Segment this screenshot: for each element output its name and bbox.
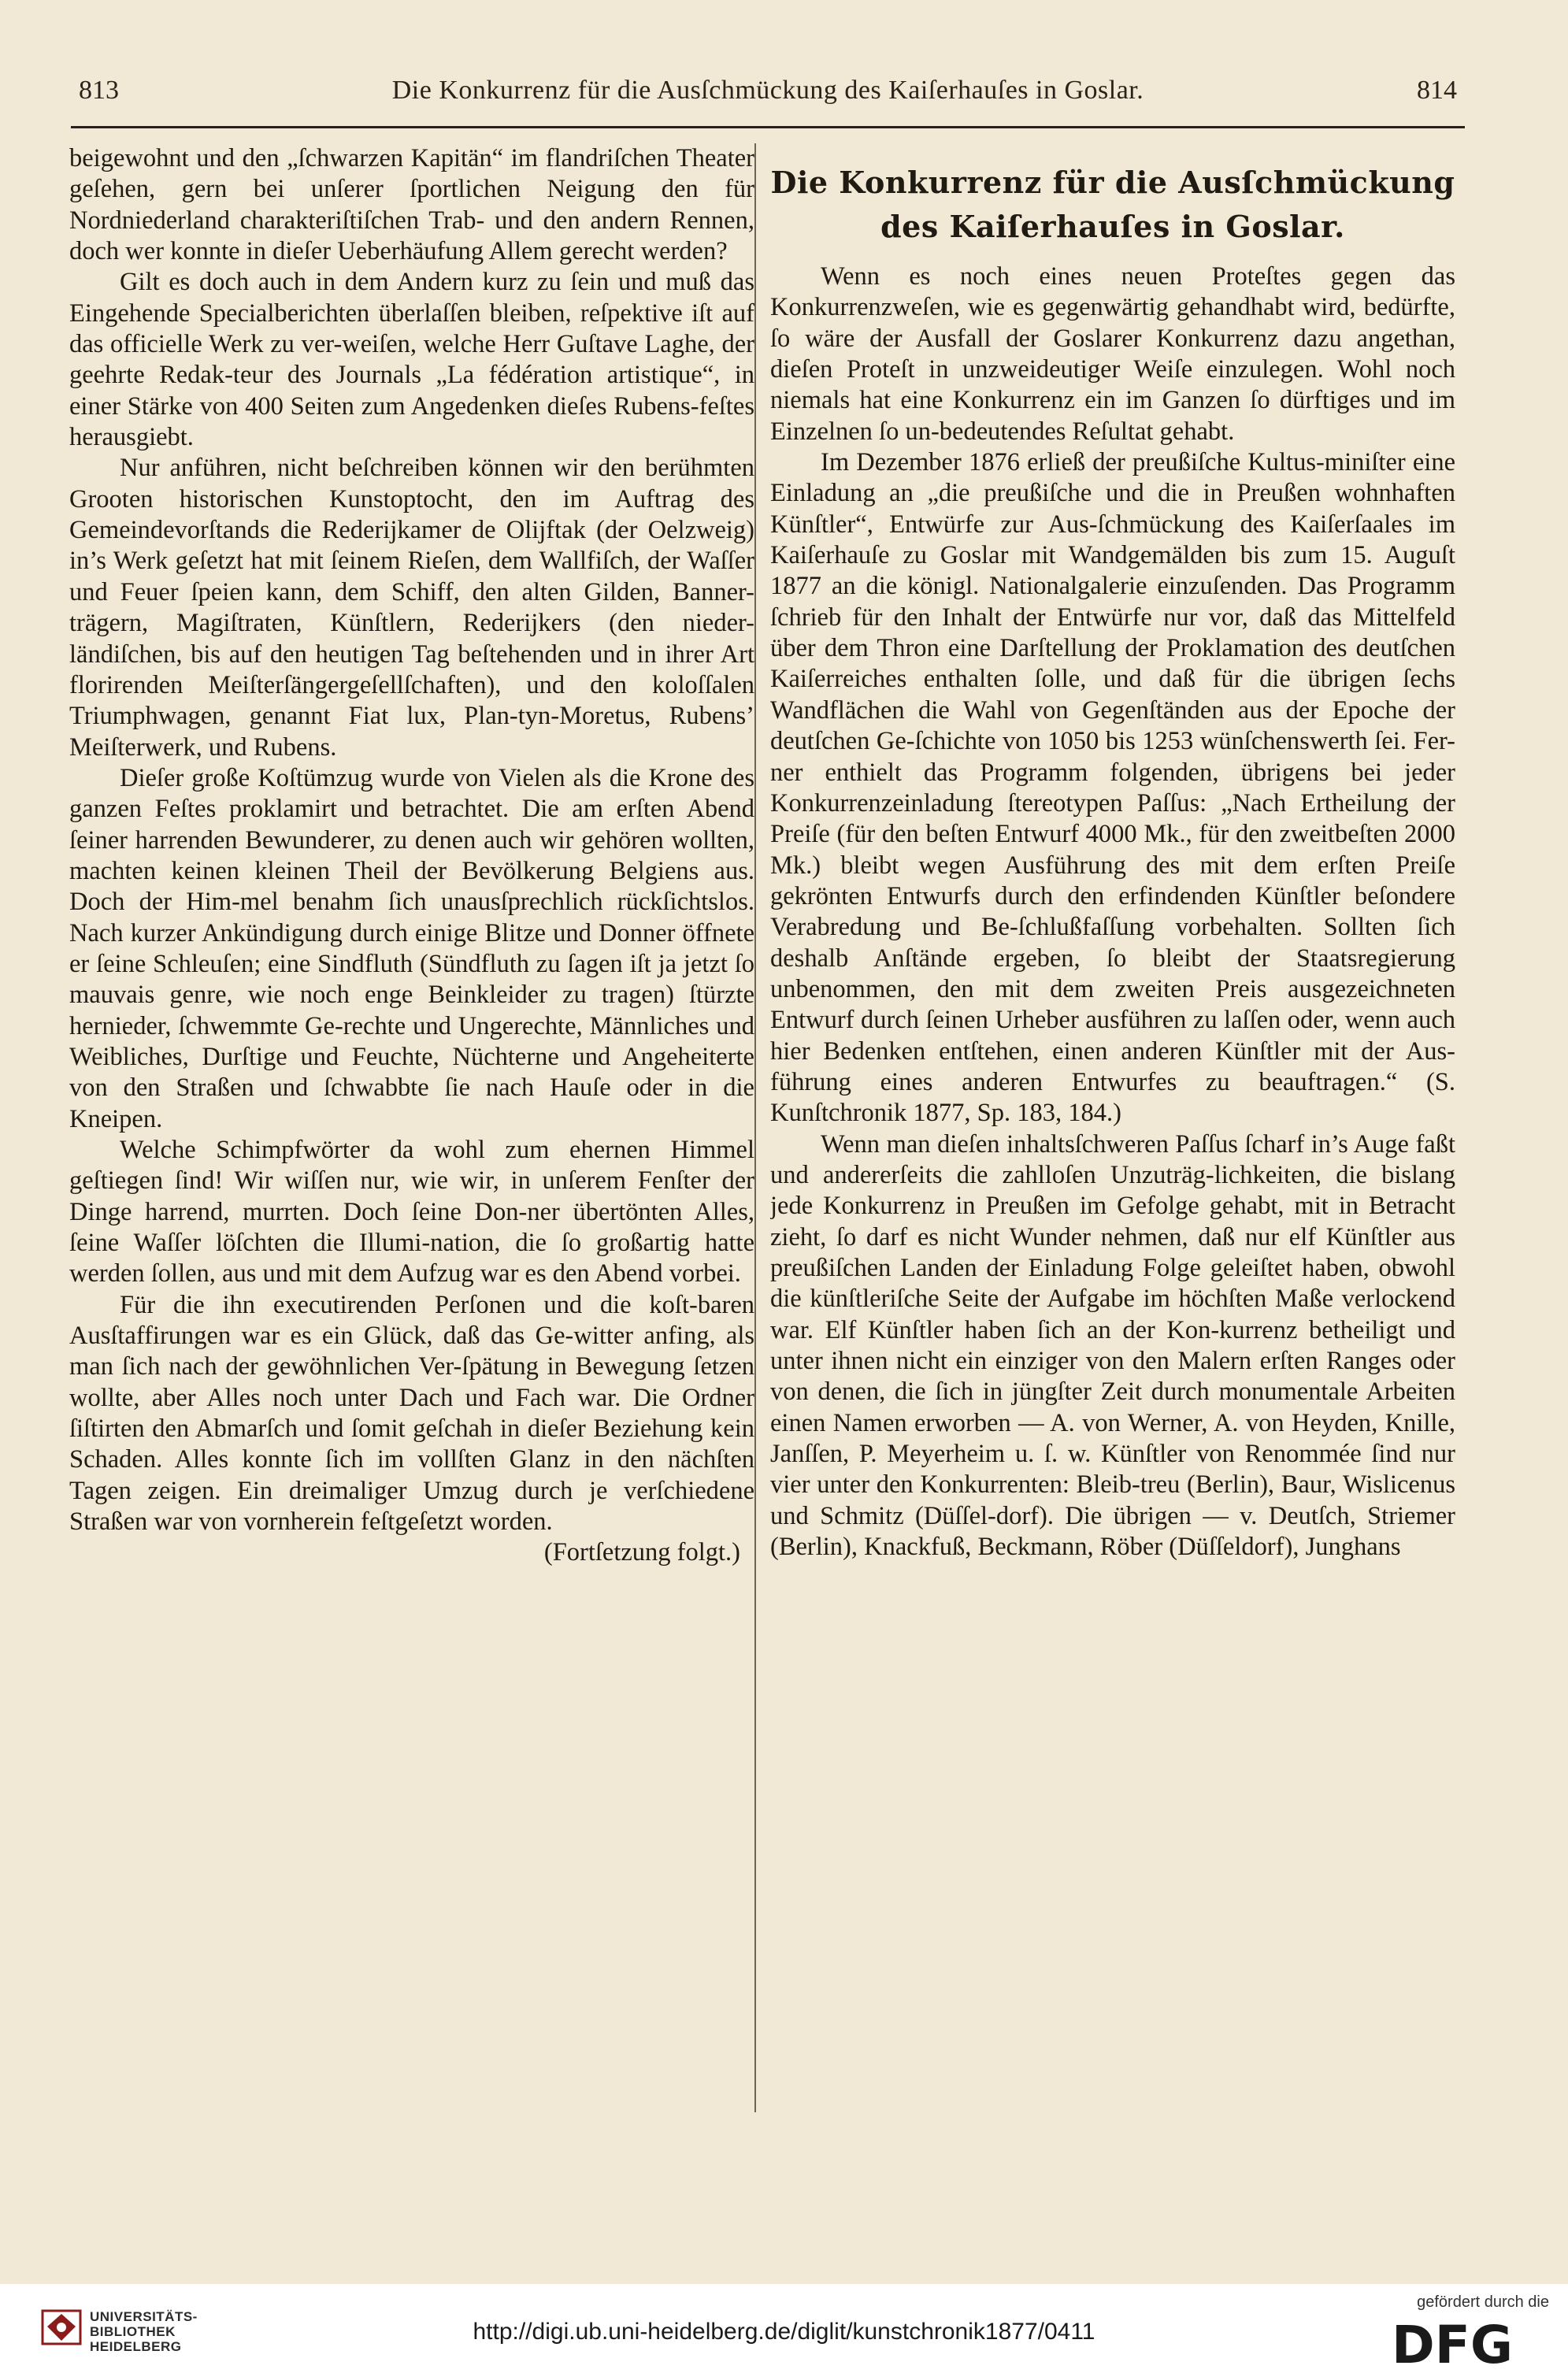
paragraph: Dieſer große Koſtümzug wurde von Vielen als die Krone des ganzen Feſtes proklamirt und betrachtet. Die am erſten Abend ſeiner harrenden Bewunderer, zu denen auch wir gehören wollten, machten keinen kleinen Theil der Bevölkerung Belgiens aus. Doch der Him-mel benahm ſich unausſprechlich rückſichtslos. Nach kurzer Ankündigung durch einige Blitze und Donner öffnete er ſeine Schleuſen; eine Sindfluth (Sündfluth zu ſagen iſt ja jetzt ſo mauvais genre, wie noch enge Beinkleider zu tragen) ſtürzte hernieder, ſchwemmte Ge-rechte und Ungerechte, Männliches und Weibliches, Durſtige und Feuchte, Nüchterne und Angeheiterte von den Straßen und ſchwabbte ſie nach Hauſe oder in die Kneipen.	[69, 763, 754, 1133]
dfg-logo-icon	[1385, 2317, 1552, 2369]
paragraph: beigewohnt und den „ſchwarzen Kapitän“ im flandriſchen Theater geſehen, gern bei unſerer ſportlichen Neigung den für Nordniederland charakteriſtiſchen Trab- und den andern Rennen, doch wer konnte in dieſer Ueberhäufung Allem gerecht werden?	[69, 144, 754, 266]
page-number-right: 814	[1417, 76, 1457, 105]
paragraph: Wenn es noch eines neuen Proteſtes gegen das Konkurrenzweſen, wie es gegenwärtig gehandhabt wird, bedürfte, ſo wäre der Ausfall der Goslarer Konkurrenz dazu angethan, dieſen Proteſt in unzweideutiger Weiſe einzulegen. Wohl noch niemals hat eine Konkurrenz ein im Ganzen ſo dürftiges und im Einzelnen ſo un-bedeutendes Reſultat gehabt.	[770, 262, 1455, 446]
digitization-footer	[0, 2284, 1568, 2373]
paragraph: Wenn man dieſen inhaltsſchweren Paſſus ſcharf in’s Auge faßt und andererſeits die zahlloſen Unzuträg-lichkeiten, die bislang jede Konkurrenz in Preußen im Gefolge gehabt, mit in Betracht zieht, ſo darf es nicht Wunder nehmen, daß nur elf Künſtler aus preußiſchen Landen der Einladung Folge geleiſtet haben, obwohl die künſtleriſche Seite der Aufgabe im höchſten Maße verlockend war. Elf Künſtler haben ſich an der Kon-kurrenz betheiligt und unter ihnen nicht ein einziger von den Malern erſten Ranges oder von denen, die ſich in jüngſter Zeit durch monumentale Arbeiten einen Namen erworben — A. von Werner, A. von Heyden, Knille, Janſſen, P. Meyerheim u. ſ. w. Künſtler von Renommée ſind nur vier unter den Konkurrenten: Bleib-treu (Berlin), Baur, Wislicenus und Schmitz (Düſſel-dorf). Die übrigen — v. Deutſch, Striemer (Berlin), Knackfuß, Beckmann, Röber (Düſſeldorf), Junghans	[770, 1129, 1455, 1562]
continuation-note: (Fortſetzung folgt.)	[543, 1538, 740, 1567]
left-column	[69, 143, 754, 2112]
article-title: Die Konkurrenz für die Ausſchmückung des Kaiſerhauſes in Goslar.	[770, 165, 1455, 244]
right-column	[770, 143, 1455, 2112]
page-number-left: 813	[79, 76, 119, 105]
library-name: UNIVERSITÄTS- BIBLIOTHEK HEIDELBERG	[90, 2309, 198, 2354]
running-title: Die Konkurrenz für die Ausſchmückung des Kaiſerhauſes in Goslar.	[391, 76, 1144, 105]
paragraph: Gilt es doch auch in dem Andern kurz zu ſein und muß das Eingehende Specialberichten überlaſſen bleiben, reſpektive iſt auf das officielle Werk zu ver-weiſen, welche Herr Guſtave Laghe, der geehrte Redak-teur des Journals „La fédération artistique“, in einer Stärke von 400 Seiten zum Angedenken dieſes Rubens-feſtes herausgiebt.	[69, 268, 754, 452]
source-url-link[interactable]: http://digi.ub.uni-heidelberg.de/diglit/kunstchronik1877/0411	[473, 2319, 1095, 2345]
running-head	[71, 76, 1465, 117]
funding-label: gefördert durch die	[1417, 2293, 1549, 2311]
paragraph: Im Dezember 1876 erließ der preußiſche Kultus-miniſter eine Einladung an „die preußiſche und die in Preußen wohnhaften Künſtler“, Entwürfe zur Aus-ſchmückung des Kaiſerſaales im Kaiſerhauſe zu Goslar mit Wandgemälden bis zum 15. Auguſt 1877 an die königl. Nationalgalerie einzuſenden. Das Programm ſchrieb für den Inhalt der Entwürfe nur vor, daß das Mittelfeld über dem Thron eine Darſtellung der Proklamation des deutſchen Kaiſerreiches enthalten ſolle, und daß für die übrigen ſechs Wandflächen die Wahl von Gegenſtänden aus der Epoche der deutſchen Ge-ſchichte von 1050 bis 1253 wünſchenswerth ſei. Fer-ner enthielt das Programm folgenden, übrigens bei jeder Konkurrenzeinladung ſtereotypen Paſſus: „Nach Ertheilung der Preiſe (für den beſten Entwurf 4000 Mk., für den zweitbeſten 2000 Mk.) bleibt wegen Ausführung des mit dem erſten Preiſe gekrönten Entwurfs durch den erfindenden Künſtler beſondere Verabredung und Be-ſchlußfaſſung vorbehalten. Sollten ſich deshalb Anſtände ergeben, ſo bleibt der Staatsregierung unbenommen, den mit dem zweiten Preis ausgezeichneten Entwurf durch ſeinen Urheber ausführen zu laſſen oder, wenn auch hier Bedenken entſtehen, einen anderen Künſtler mit der Aus-führung eines anderen Entwurfes zu beauftragen.“ (S. Kunſtchronik 1877, Sp. 183, 184.)	[770, 448, 1455, 1128]
paragraph	[69, 1290, 754, 1567]
paragraph: Welche Schimpfwörter da wohl zum ehernen Himmel geſtiegen ſind! Wir wiſſen nur, wie wir, in unſerem Fenſter der Dinge harrend, murrten. Doch ſeine Don-ner übertönten Alles, ſeine Waſſer löſchten die Illumi-nation, die ſo großartig hatte werden ſollen, aus und mit dem Aufzug war es den Abend vorbei.	[69, 1136, 754, 1288]
dfg-logo-text: DFG	[1392, 2317, 1514, 2369]
paragraph: Nur anführen, nicht beſchreiben können wir den berühmten Grooten historischen Kunstoptocht, den im Auftrag des Gemeindevorſtands die Rederijkamer de Olijftak (der Oelzweig) in’s Werk geſetzt hat mit ſeinem Rieſen, dem Wallfiſch, der Waſſer und Feuer ſpeien kann, dem Schiff, den alten Gilden, Banner-trägern, Magiſtraten, Künſtlern, Rederijkers (den nieder-ländiſchen, bis auf den heutigen Tag beſtehenden und in ihrer Art florirenden Meiſterſängergeſellſchaften), und den koloſſalen Triumphwagen, genannt Fiat lux, Plan-tyn-Moretus, Rubens’ Meiſterwerk, und Rubens.	[69, 454, 754, 762]
header-rule	[71, 126, 1465, 128]
column-divider	[754, 143, 756, 2112]
paragraph-text: Für die ihn executirenden Perſonen und die koſt-baren Ausſtaffirungen war es ein Glück, daß das Ge-witter anfing, als man ſich nach der gewöhnlichen Ver-ſpätung in Bewegung ſetzen wollte, aber Alles noch unter Dach und Fach war. Die Ordner ſiſtirten den Abmarſch und ſomit geſchah in dieſer Beziehung kein Schaden. Alles konnte ſich im vollſten Glanz in den nächſten Tagen zeigen. Ein dreimaliger Umzug durch je verſchiedene Straßen war von vornherein feſtgeſetzt worden.	[69, 1290, 754, 1537]
